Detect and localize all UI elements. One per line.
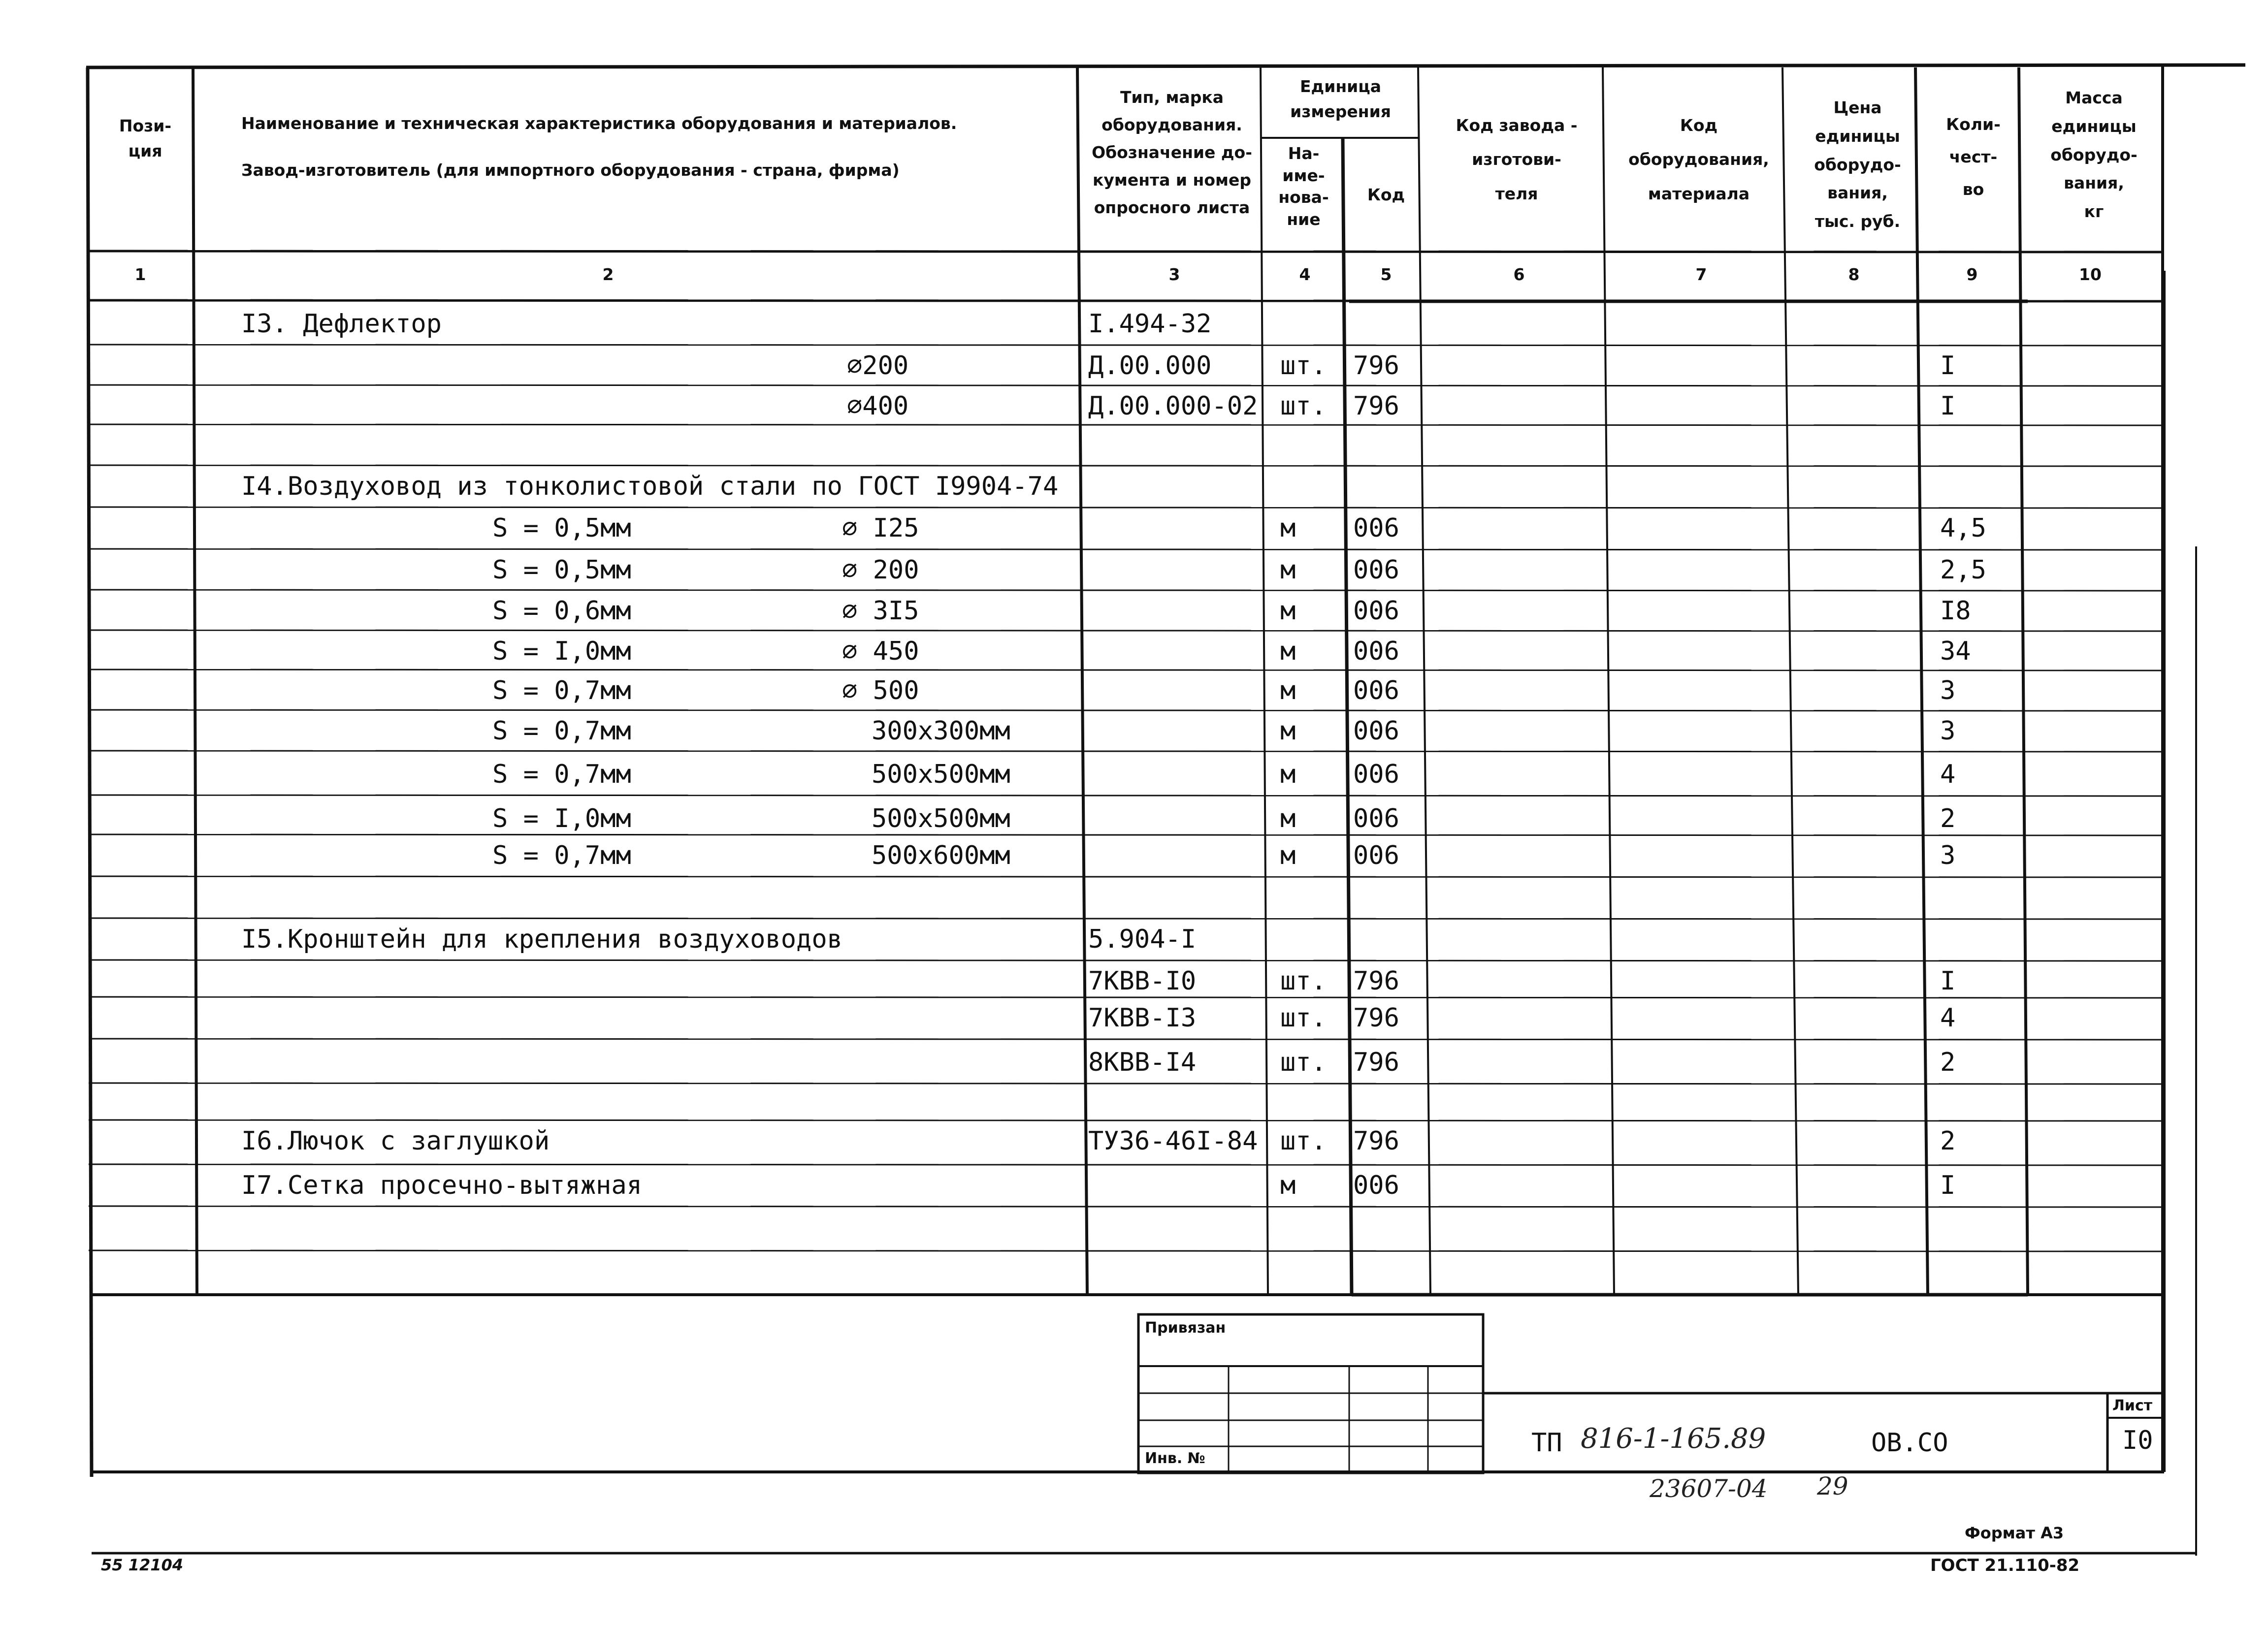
item-spec-secondary: ⌀ 450 (842, 637, 919, 666)
item-unit-name: м (1280, 1171, 1296, 1200)
item-type: I.494-32 (1088, 309, 1212, 339)
item-unit-code: 796 (1353, 1048, 1399, 1077)
stamp-sheet-number: I0 (2122, 1426, 2153, 1455)
item-spec: S = I,0мм (492, 804, 631, 833)
item-quantity: 4 (1940, 760, 1956, 789)
item-unit-code: 006 (1353, 637, 1399, 666)
header-name-line1: Наименование и техническая характеристика оборудования и материалов. (241, 114, 957, 133)
item-quantity: I (1940, 351, 1956, 381)
item-spec: S = 0,7мм (492, 716, 631, 746)
item-spec: S = 0,5мм (492, 555, 631, 585)
item-spec: ⌀200 (847, 351, 909, 381)
item-unit-code: 796 (1353, 351, 1399, 381)
header-factory-code: Код завода - изготови- теля (1456, 116, 1578, 203)
column-number: 10 (2079, 265, 2102, 284)
item-quantity: 34 (1940, 637, 1971, 666)
item-unit-name: м (1280, 716, 1296, 746)
item-spec: S = 0,6мм (492, 596, 631, 626)
item-spec-secondary: 500x500мм (872, 760, 1010, 789)
stamp-doc-number: 816-1-165.89 (1581, 1423, 1766, 1455)
item-spec-secondary: ⌀ I25 (842, 513, 919, 543)
footer-format: Формат А3 (1965, 1524, 2064, 1542)
item-unit-name: м (1280, 760, 1296, 789)
item-unit-name: шт. (1280, 351, 1327, 381)
item-quantity: I8 (1940, 596, 1971, 626)
item-spec: S = 0,7мм (492, 760, 631, 789)
header-mass: Масса единицы оборудо- вания, кг (2050, 88, 2138, 221)
item-quantity: 4,5 (1940, 513, 1986, 543)
item-name: I6.Лючок с заглушкой (241, 1126, 550, 1156)
item-name: I5.Кронштейн для крепления воздуховодов (241, 925, 842, 954)
item-type: 5.904-I (1088, 925, 1197, 954)
item-type: 7КВВ-I3 (1088, 1003, 1197, 1033)
item-unit-name: м (1280, 676, 1296, 705)
item-quantity: 2,5 (1940, 555, 1986, 585)
stamp-doc-prefix: ТП (1531, 1428, 1562, 1458)
item-unit-name: шт. (1280, 1048, 1327, 1077)
item-spec-secondary: 300x300мм (872, 716, 1010, 746)
item-unit-name: шт. (1280, 391, 1327, 421)
footer-standard: ГОСТ 21.110-82 (1930, 1556, 2080, 1575)
stamp-inv-label: Инв. № (1145, 1450, 1205, 1467)
item-unit-code: 006 (1353, 716, 1399, 746)
column-number: 9 (1966, 265, 1978, 284)
header-price: Цена единицы оборудо- вания, тыс. руб. (1814, 98, 1901, 231)
item-spec-secondary: ⌀ 200 (842, 555, 919, 585)
item-spec: S = I,0мм (492, 637, 631, 666)
item-unit-name: шт. (1280, 966, 1327, 996)
item-name: I7.Сетка просечно-вытяжная (241, 1171, 642, 1200)
item-quantity: 3 (1940, 716, 1956, 746)
item-unit-name: м (1280, 841, 1296, 870)
item-quantity: 2 (1940, 1126, 1956, 1156)
item-unit-name: м (1280, 555, 1296, 585)
item-spec: S = 0,7мм (492, 841, 631, 870)
column-number: 1 (134, 265, 146, 284)
item-name: I4.Воздуховод из тонколистовой стали по ГОСТ I9904-74 (241, 472, 1059, 501)
item-type: Д.00.000-02 (1088, 391, 1258, 421)
item-spec: S = 0,7мм (492, 676, 631, 705)
item-unit-code: 006 (1353, 1171, 1399, 1200)
item-type: ТУ36-46I-84 (1088, 1126, 1258, 1156)
item-quantity: 3 (1940, 676, 1956, 705)
item-spec-secondary: 500x500мм (872, 804, 1010, 833)
item-unit-code: 006 (1353, 596, 1399, 626)
item-quantity: 4 (1940, 1003, 1956, 1033)
column-number: 5 (1380, 265, 1392, 284)
item-quantity: I (1940, 1171, 1956, 1200)
archive-number: 23607-04 (1650, 1474, 1768, 1503)
item-unit-code: 006 (1353, 804, 1399, 833)
header-type: Тип, марка оборудования. Обозначение до- кумента и номер опросного листа (1092, 88, 1252, 218)
item-unit-code: 006 (1353, 676, 1399, 705)
header-equipment-code: Код оборудования, материала (1628, 116, 1769, 203)
item-unit-code: 796 (1353, 1126, 1399, 1156)
header-unit-code: Код (1367, 185, 1405, 204)
column-number: 2 (602, 265, 614, 284)
column-number: 4 (1299, 265, 1311, 284)
item-unit-code: 796 (1353, 391, 1399, 421)
item-type: 8КВВ-I4 (1088, 1048, 1197, 1077)
item-type: 7КВВ-I0 (1088, 966, 1197, 996)
item-unit-name: м (1280, 637, 1296, 666)
header-unit-name: На- име- нова- ние (1278, 144, 1329, 229)
column-number: 8 (1848, 265, 1860, 284)
item-quantity: 2 (1940, 804, 1956, 833)
header-position: Пози- ция (119, 116, 172, 161)
column-number: 3 (1168, 265, 1180, 284)
header-quantity: Коли- чест- во (1946, 115, 2001, 199)
item-name: I3. Дефлектор (241, 309, 442, 339)
item-spec-secondary: 500x600мм (872, 841, 1010, 870)
stamp-doc-suffix: ОВ.СО (1871, 1428, 1948, 1458)
item-spec-secondary: ⌀ 500 (842, 676, 919, 705)
column-number: 7 (1695, 265, 1707, 284)
item-unit-code: 796 (1353, 1003, 1399, 1033)
item-unit-code: 006 (1353, 841, 1399, 870)
footer-left-code: 55 12104 (101, 1556, 183, 1574)
item-unit-name: м (1280, 804, 1296, 833)
item-unit-name: шт. (1280, 1126, 1327, 1156)
item-unit-code: 006 (1353, 555, 1399, 585)
item-type: Д.00.000 (1088, 351, 1212, 381)
column-number: 6 (1513, 265, 1525, 284)
stamp-bound-label: Привязан (1145, 1319, 1226, 1337)
archive-page: 29 (1817, 1472, 1848, 1500)
item-spec: ⌀400 (847, 391, 909, 421)
item-unit-code: 006 (1353, 760, 1399, 789)
header-name-line2: Завод-изготовитель (для импортного оборудования - страна, фирма) (241, 160, 900, 180)
item-unit-name: шт. (1280, 1003, 1327, 1033)
header-unit-group: Единица измерения (1290, 77, 1391, 122)
stamp-sheet-label: Лист (2112, 1397, 2153, 1414)
item-unit-code: 006 (1353, 513, 1399, 543)
item-quantity: 2 (1940, 1048, 1956, 1077)
item-unit-name: м (1280, 513, 1296, 543)
item-quantity: I (1940, 966, 1956, 996)
item-unit-name: м (1280, 596, 1296, 626)
item-unit-code: 796 (1353, 966, 1399, 996)
item-quantity: I (1940, 391, 1956, 421)
item-spec: S = 0,5мм (492, 513, 631, 543)
item-spec-secondary: ⌀ 3I5 (842, 596, 919, 626)
item-quantity: 3 (1940, 841, 1956, 870)
